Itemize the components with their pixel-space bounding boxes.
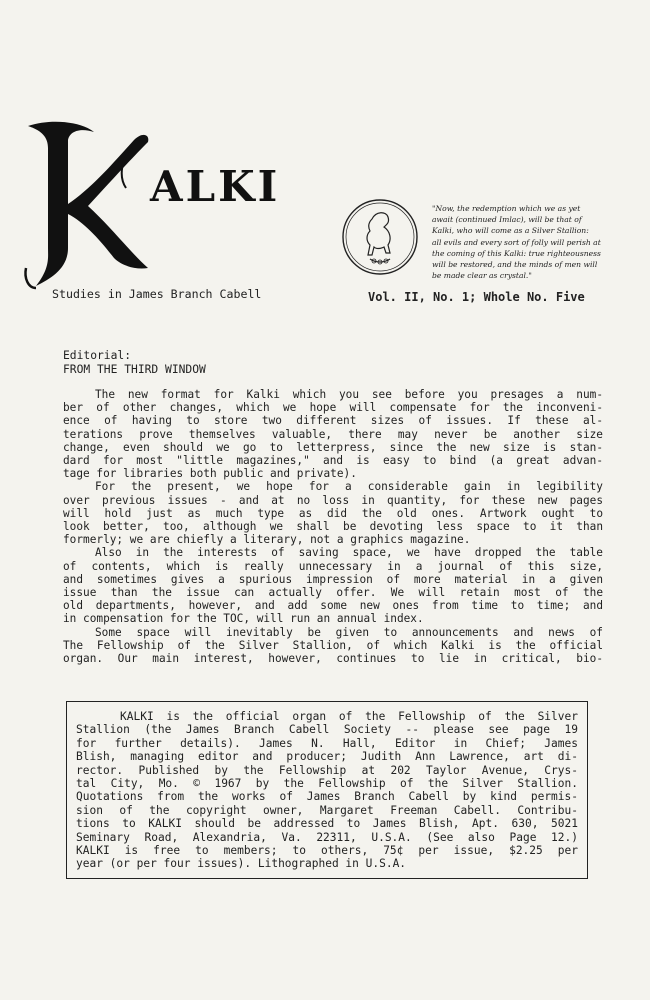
epigraph-quote xyxy=(432,203,622,281)
text-line: for further details). James N. Hall, Editor in Chief; James xyxy=(76,736,578,750)
text-line: terations prove themselves valuable, there may never be another size xyxy=(63,427,603,441)
text-line: Some space will inevitably be given to announcements and news of xyxy=(95,625,603,639)
text-line: Seminary Road, Alexandria, Va. 22311, U.S.A. (See also Page 12.) xyxy=(76,830,578,844)
text-line: dard for most "little magazines," and is easy to bind (a great advan- xyxy=(63,454,603,468)
text-line: ence of having to store two different sizes of issues. If these al- xyxy=(63,414,603,428)
quote-line: all evils and every sort of folly will perish at xyxy=(432,237,601,247)
text-line: rector. Published by the Fellowship at 202 Taylor Avenue, Crys- xyxy=(76,763,578,777)
quote-line: "Now, the redemption which we as yet xyxy=(432,204,581,213)
text-line: in compensation for the TOC, will run an annual index. xyxy=(63,612,424,626)
text-line: tage for libraries both public and private). xyxy=(63,467,357,481)
text-line: ber of other changes, which we hope will compensate for the inconveni- xyxy=(63,401,603,415)
text-line: KALKI is free to members; to others, 75¢ per issue, $2.25 per xyxy=(76,844,578,858)
text-line: Blish, managing editor and producer; Judith Ann Lawrence, art di- xyxy=(76,750,578,764)
text-line: The Fellowship of the Silver Stallion, of which Kalki is the official xyxy=(63,638,603,652)
text-line: The new format for Kalki which you see before you presages a num- xyxy=(95,388,603,401)
text-line: change, even should we go to letterpress, since the new size is stan- xyxy=(63,440,603,454)
text-line: tions to KALKI should be addressed to James Blish, Apt. 630, 5021 xyxy=(76,817,578,831)
quote-line: Kalki, who will come as a Silver Stallion: xyxy=(432,226,589,236)
text-line: of contents, which is really unnecessary in a journal of this size, xyxy=(63,559,603,573)
silver-stallion-emblem-icon xyxy=(340,197,420,277)
publication-info-box xyxy=(66,701,588,879)
magazine-subtitle: Studies in James Branch Cabell xyxy=(52,287,262,301)
publication-info-text xyxy=(76,710,578,871)
editorial-title: FROM THE THIRD WINDOW xyxy=(63,363,206,376)
text-line: look better, too, although we shall be devoting less space to it than xyxy=(63,520,603,534)
text-line: old departments, however, and add some new ones from time to time; and xyxy=(63,599,603,613)
editorial-body xyxy=(63,388,603,665)
text-line: sion of the copyright owner, Margaret Freeman Cabell. Contribu- xyxy=(76,803,578,817)
text-line: tal City, Mo. © 1967 by the Fellowship of the Silver Stallion. xyxy=(76,777,578,791)
logo-initial-k xyxy=(22,118,152,293)
volume-issue-line: Vol. II, No. 1; Whole No. Five xyxy=(368,290,585,304)
editorial-header xyxy=(63,349,206,377)
quote-line: the coming of this Kalki: true righteousness xyxy=(432,248,601,258)
logo-wordmark: ALKI xyxy=(150,162,281,211)
text-line: issue than the issue can actually offer. We will retain most of the xyxy=(63,586,603,600)
quote-line: will be restored, and the minds of men will xyxy=(432,260,598,270)
text-line: year (or per four issues). Lithographed in U.S.A. xyxy=(76,857,407,871)
text-line: Also in the interests of saving space, we have dropped the table xyxy=(95,546,603,560)
editorial-label: Editorial: xyxy=(63,349,132,362)
text-line: over previous issues - and at no loss in quantity, for these new pages xyxy=(63,493,603,507)
text-line: will hold just as much type as did the old ones. Artwork ought to xyxy=(63,506,603,520)
quote-line: await (continued Imlac), will be that of xyxy=(432,215,582,225)
text-line: formerly; we are chiefly a literary, not a graphics magazine. xyxy=(63,533,471,547)
text-line: Quotations from the works of James Branch Cabell by kind permis- xyxy=(76,790,578,804)
text-line: For the present, we hope for a considerable gain in legibility xyxy=(95,480,603,494)
kalki-logo xyxy=(22,118,342,298)
quote-line: be made clear as crystal." xyxy=(432,271,532,281)
text-line: KALKI is the official organ of the Fellowship of the Silver xyxy=(120,710,578,723)
text-line: and sometimes gives a spurious impression of more material in a given xyxy=(63,572,603,586)
text-line: organ. Our main interest, however, continues to lie in critical, bio- xyxy=(63,652,603,666)
text-line: Stallion (the James Branch Cabell Society -- please see page 19 xyxy=(76,723,578,737)
